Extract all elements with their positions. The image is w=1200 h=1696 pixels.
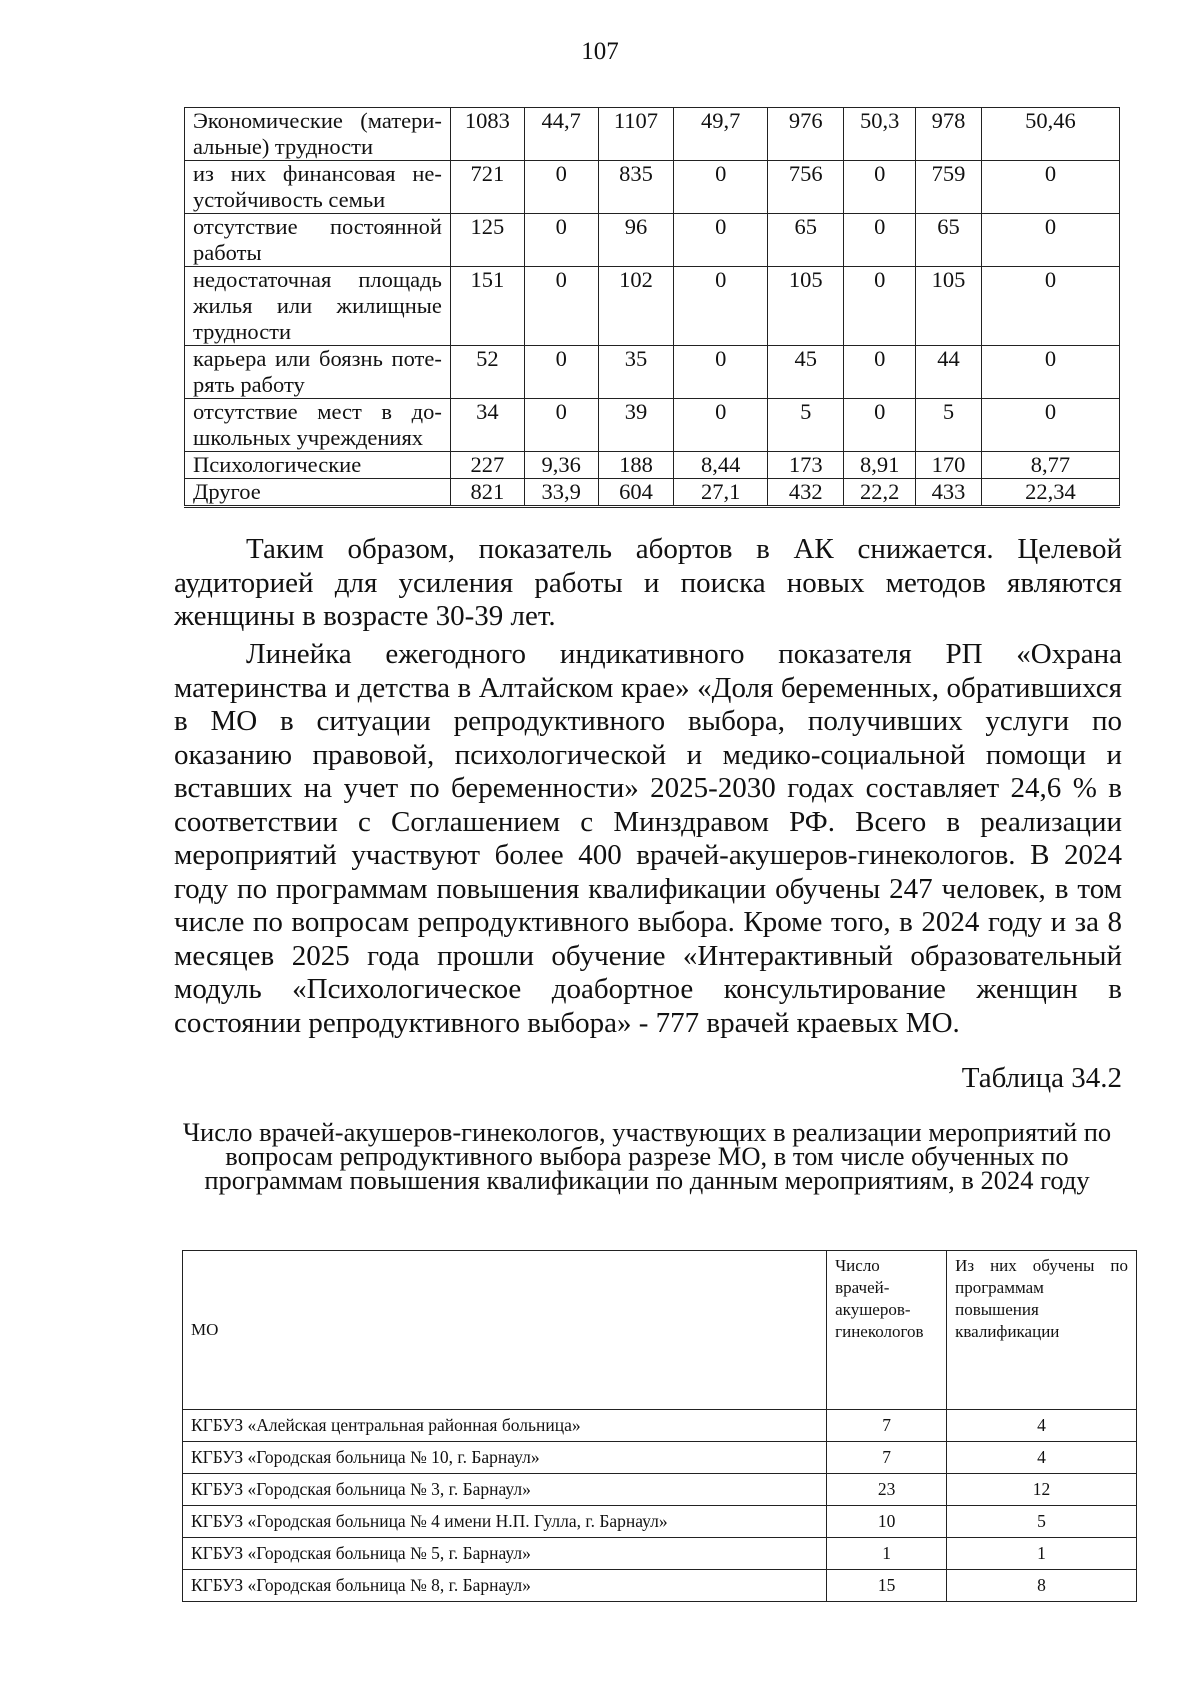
cell-value: 0 <box>524 267 598 346</box>
cell-value: 0 <box>524 399 598 452</box>
doctor-count: 15 <box>827 1570 947 1602</box>
mo-name: КГБУЗ «Алейская центральная районная больница» <box>183 1410 827 1442</box>
table-row <box>185 108 1137 161</box>
cell-value: 0 <box>674 214 768 267</box>
cell-value: 759 <box>916 161 982 214</box>
doctor-count: 23 <box>827 1474 947 1506</box>
table-number: Таблица 34.2 <box>961 1062 1122 1094</box>
table-row <box>185 346 1137 399</box>
cell-value: 0 <box>844 399 916 452</box>
table-row <box>185 214 1137 267</box>
header-mo: МО <box>183 1251 827 1410</box>
table-row <box>185 399 1137 452</box>
cell-value: 432 <box>768 479 844 507</box>
empty-cell <box>1120 267 1137 346</box>
cell-value: 0 <box>844 267 916 346</box>
cell-value: 50,3 <box>844 108 916 161</box>
row-label: отсутствие постоянной работы <box>185 214 451 267</box>
table-row <box>183 1474 1137 1506</box>
cell-value: 0 <box>524 161 598 214</box>
cell-value: 976 <box>768 108 844 161</box>
row-label: отсутствие мест в до-школьных учреждениях <box>185 399 451 452</box>
row-label: карьера или боязнь поте-рять работу <box>185 346 451 399</box>
cell-value: 0 <box>844 214 916 267</box>
trained-count: 12 <box>947 1474 1137 1506</box>
cell-value: 22,2 <box>844 479 916 507</box>
cell-value: 5 <box>916 399 982 452</box>
empty-cell <box>1120 452 1137 479</box>
cell-value: 50,46 <box>981 108 1119 161</box>
paragraph-indicator: Линейка ежегодного индикативного показателя РП «Охрана материнства и детства в Алтайском крае» «Доля беременных, обратившихся в МО в ситуации репродуктивного выбора, получивших услуги по оказанию правовой, психологической и медико-социальной помощи и вставших на учет по беременности» 2025-2030 годах составляет 24,6 % в соответствии с Соглашением с Минздравом РФ. Всего в реализации мероприятий участвуют более 400 врачей-акушеров-гинекологов. В 2024 году по программам повышения квалификации обучены 247 человек, в том числе по вопросам репродуктивного выбора. Кроме того, в 2024 году и за 8 месяцев 2025 года прошли обучение «Интерактивный образовательный модуль «Психологическое доабортное консультирование женщин в состоянии репродуктивного выбора» - 777 врачей краевых МО. <box>174 638 1122 1039</box>
cell-value: 49,7 <box>674 108 768 161</box>
cell-value: 170 <box>916 452 982 479</box>
doctor-count: 10 <box>827 1506 947 1538</box>
cell-value: 8,91 <box>844 452 916 479</box>
cell-value: 151 <box>450 267 524 346</box>
cell-value: 52 <box>450 346 524 399</box>
cell-value: 0 <box>674 399 768 452</box>
table-row <box>183 1410 1137 1442</box>
cell-value: 9,36 <box>524 452 598 479</box>
trained-count: 8 <box>947 1570 1137 1602</box>
cell-value: 0 <box>981 267 1119 346</box>
cell-value: 8,44 <box>674 452 768 479</box>
cell-value: 978 <box>916 108 982 161</box>
cell-value: 105 <box>916 267 982 346</box>
cell-value: 721 <box>450 161 524 214</box>
cell-value: 27,1 <box>674 479 768 507</box>
cell-value: 0 <box>674 267 768 346</box>
header-trained-count: Из них обучены по программам повышения квалификации <box>947 1251 1137 1410</box>
cell-value: 125 <box>450 214 524 267</box>
cell-value: 39 <box>598 399 674 452</box>
table-row <box>183 1570 1137 1602</box>
cell-value: 33,9 <box>524 479 598 507</box>
cell-value: 65 <box>768 214 844 267</box>
header-doctor-count: Число врачей-акушеров-гинекологов <box>827 1251 947 1410</box>
table-row <box>183 1506 1137 1538</box>
cell-value: 35 <box>598 346 674 399</box>
cell-value: 34 <box>450 399 524 452</box>
empty-cell <box>1120 399 1137 452</box>
cell-value: 0 <box>674 346 768 399</box>
cell-value: 0 <box>981 399 1119 452</box>
cell-value: 1107 <box>598 108 674 161</box>
row-label: Другое <box>185 479 451 507</box>
table-row <box>185 479 1137 507</box>
cell-value: 821 <box>450 479 524 507</box>
mo-name: КГБУЗ «Городская больница № 5, г. Барнаул» <box>183 1538 827 1570</box>
cell-value: 173 <box>768 452 844 479</box>
cell-value: 0 <box>844 161 916 214</box>
cell-value: 756 <box>768 161 844 214</box>
table-header-row <box>183 1251 1137 1410</box>
cell-value: 188 <box>598 452 674 479</box>
cell-value: 102 <box>598 267 674 346</box>
row-label: Психологические <box>185 452 451 479</box>
page-number: 107 <box>581 38 619 65</box>
cell-value: 65 <box>916 214 982 267</box>
cell-value: 835 <box>598 161 674 214</box>
trained-count: 4 <box>947 1442 1137 1474</box>
empty-cell <box>1120 214 1137 267</box>
doctor-count: 1 <box>827 1538 947 1570</box>
trained-count: 1 <box>947 1538 1137 1570</box>
doctor-count: 7 <box>827 1442 947 1474</box>
cell-value: 604 <box>598 479 674 507</box>
trained-count: 4 <box>947 1410 1137 1442</box>
empty-cell <box>1120 479 1137 507</box>
mo-name: КГБУЗ «Городская больница № 4 имени Н.П. Гулла, г. Барнаул» <box>183 1506 827 1538</box>
abortion-reasons-table <box>184 107 1137 508</box>
row-label: недостаточная площадь жилья или жилищные трудности <box>185 267 451 346</box>
empty-cell <box>1120 346 1137 399</box>
mo-name: КГБУЗ «Городская больница № 8, г. Барнаул» <box>183 1570 827 1602</box>
cell-value: 8,77 <box>981 452 1119 479</box>
cell-value: 0 <box>524 214 598 267</box>
table-row <box>185 267 1137 346</box>
trained-count: 5 <box>947 1506 1137 1538</box>
cell-value: 0 <box>674 161 768 214</box>
table-caption: Число врачей-акушеров-гинекологов, участвующих в реализации мероприятий по вопросам репродуктивного выбора разрезе МО, в том числе обученных по программам повышения квалификации по данным мероприятиям, в 2024 году <box>182 1117 1112 1195</box>
table-row <box>185 452 1137 479</box>
cell-value: 0 <box>844 346 916 399</box>
cell-value: 0 <box>981 346 1119 399</box>
table-row <box>183 1442 1137 1474</box>
mo-name: КГБУЗ «Городская больница № 3, г. Барнаул» <box>183 1474 827 1506</box>
cell-value: 96 <box>598 214 674 267</box>
empty-cell <box>1120 161 1137 214</box>
cell-value: 1083 <box>450 108 524 161</box>
table-row <box>185 161 1137 214</box>
cell-value: 44,7 <box>524 108 598 161</box>
paragraph-conclusion: Таким образом, показатель абортов в АК снижается. Целевой аудиторией для усиления работы и поиска новых методов являются женщины в возрасте 30-39 лет. <box>174 533 1122 632</box>
cell-value: 0 <box>981 214 1119 267</box>
cell-value: 5 <box>768 399 844 452</box>
cell-value: 433 <box>916 479 982 507</box>
mo-name: КГБУЗ «Городская больница № 10, г. Барнаул» <box>183 1442 827 1474</box>
cell-value: 44 <box>916 346 982 399</box>
cell-value: 105 <box>768 267 844 346</box>
doctors-table <box>182 1250 1137 1602</box>
cell-value: 0 <box>524 346 598 399</box>
empty-cell <box>1120 108 1137 161</box>
cell-value: 0 <box>981 161 1119 214</box>
cell-value: 45 <box>768 346 844 399</box>
doctor-count: 7 <box>827 1410 947 1442</box>
table-row <box>183 1538 1137 1570</box>
row-label: из них финансовая не-устойчивость семьи <box>185 161 451 214</box>
row-label: Экономические (матери-альные) трудности <box>185 108 451 161</box>
cell-value: 22,34 <box>981 479 1119 507</box>
cell-value: 227 <box>450 452 524 479</box>
